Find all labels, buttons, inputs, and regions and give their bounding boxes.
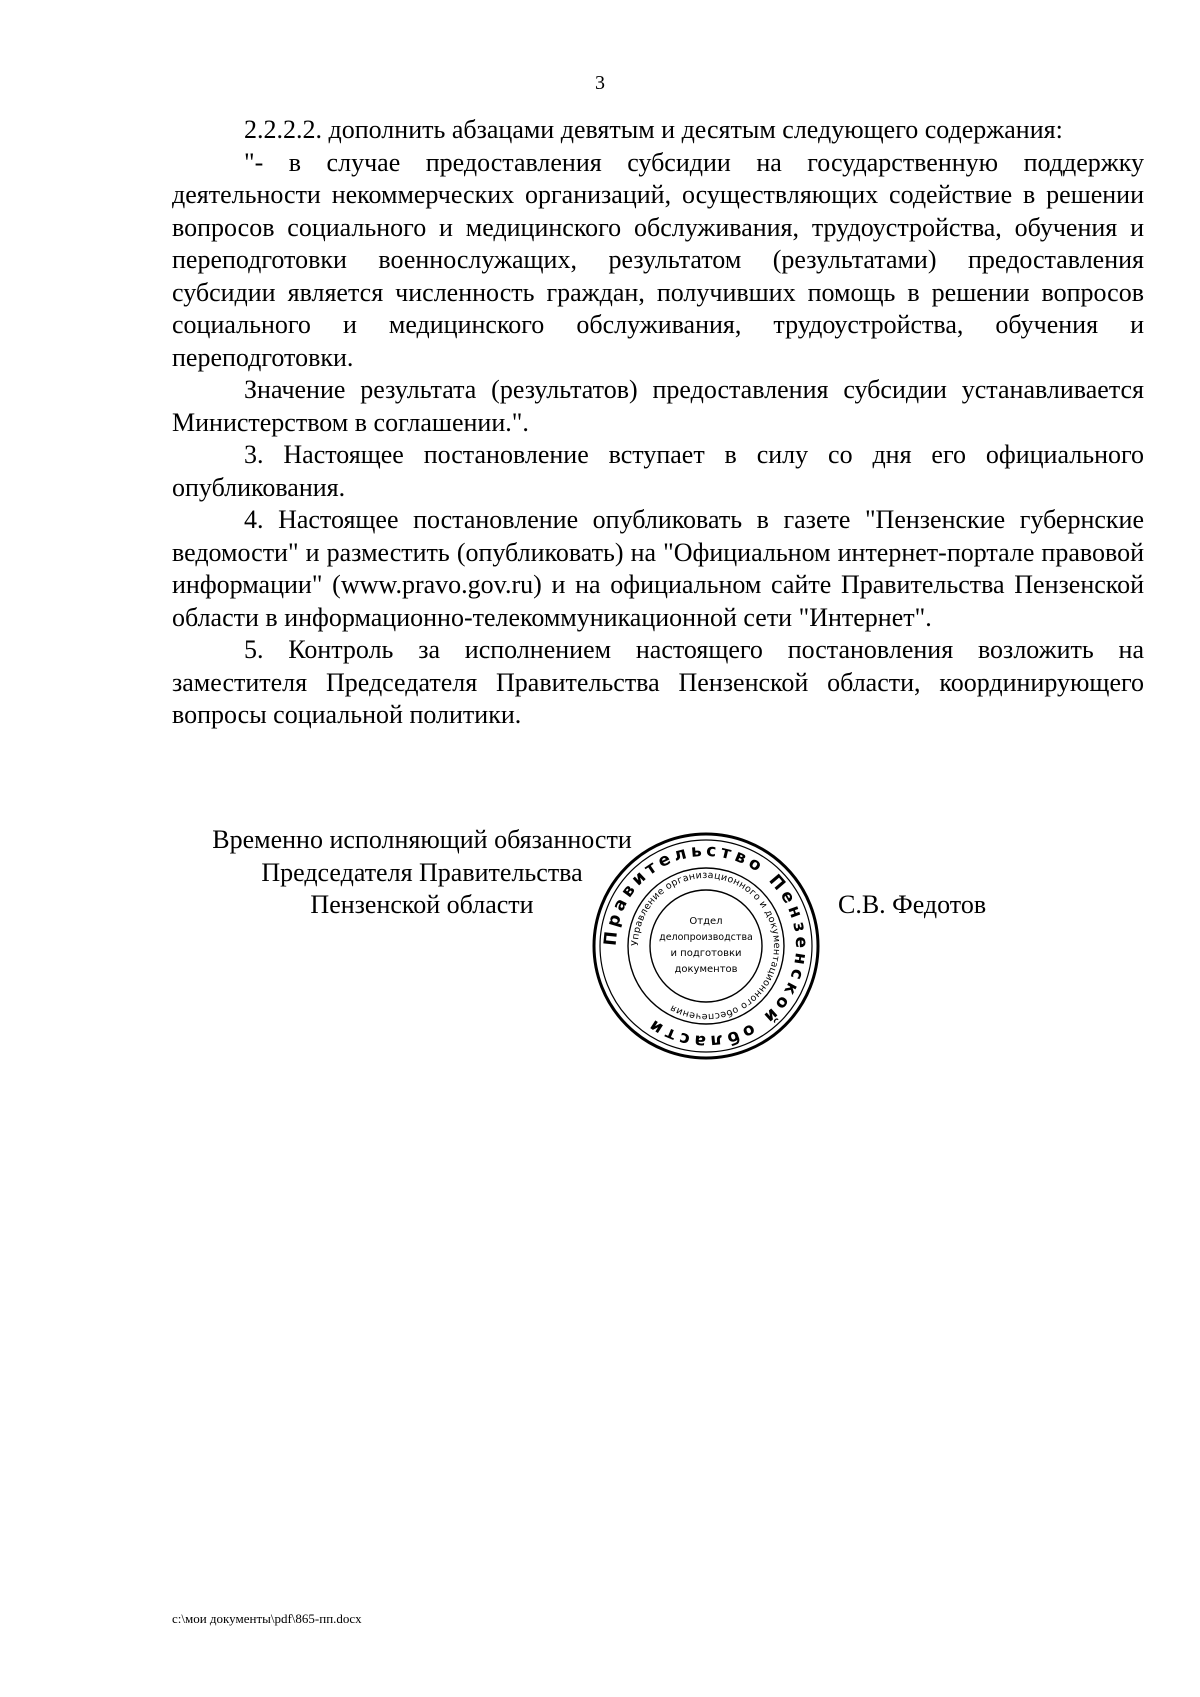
paragraph-quoted-addition: "- в случае предоставления субсидии на государственную поддержку деятельности некоммерческих организаций, осуществляющих содействие в решении вопросов социального и медицинского обслуживания, трудоустройства, обучения и переподготовки военнослужащих, результатом (результатами) предоставления субсидии является численность граждан, получивших помощь в решении вопросов социального и медицинского обслуживания, трудоустройства, обучения и переподготовки. (172, 147, 1144, 372)
signatory-name: С.В. Федотов (838, 890, 987, 919)
position-line: Председателя Правительства (261, 857, 583, 887)
paragraph-3: 3. Настоящее постановление вступает в силу со дня его официального опубликования. (172, 440, 1144, 502)
official-seal-stamp (590, 830, 822, 1062)
seal-center-line: Отдел (689, 916, 723, 927)
paragraph-2-2-2-2: 2.2.2.2. дополнить абзацами девятым и десятым следующего содержания: (244, 115, 1063, 144)
paragraph-4: 4. Настоящее постановление опубликовать в газете "Пензенские губернские ведомости" и разместить (опубликовать) на "Официальном интернет-портале правовой информации" (www.pravo.gov.ru) и на официальном сайте Правительства Пензенской области в информационно-телекоммуникационной сети "Интернет". (172, 505, 1144, 632)
position-line: Временно исполняющий обязанности (212, 825, 632, 854)
seal-center-line: и подготовки (670, 948, 742, 959)
seal-center-line: делопроизводства (659, 932, 753, 943)
position-line: Пензенской области (310, 890, 534, 919)
seal-center-line: документов (674, 964, 738, 975)
paragraph-result-value: Значение результата (результатов) предоставления субсидии устанавливается Министерством в соглашении.". (172, 375, 1144, 437)
signature-block (172, 824, 1172, 1064)
svg-text:Управление организационного и (630, 870, 782, 1022)
paragraph-5: 5. Контроль за исполнением настоящего постановления возложить на заместителя Председателя Правительства Пензенской области, координирующего вопросы социальной политики. (172, 635, 1144, 729)
document-body (172, 114, 1144, 732)
file-path-footer: c:\мои документы\pdf\865-пп.docx (172, 1611, 362, 1626)
page-number: 3 (595, 72, 605, 94)
seal-outer-text: Правительство Пензенской области (600, 840, 812, 1052)
seal-middle-text: Управление организационного и документационного обеспечения (629, 869, 783, 1023)
